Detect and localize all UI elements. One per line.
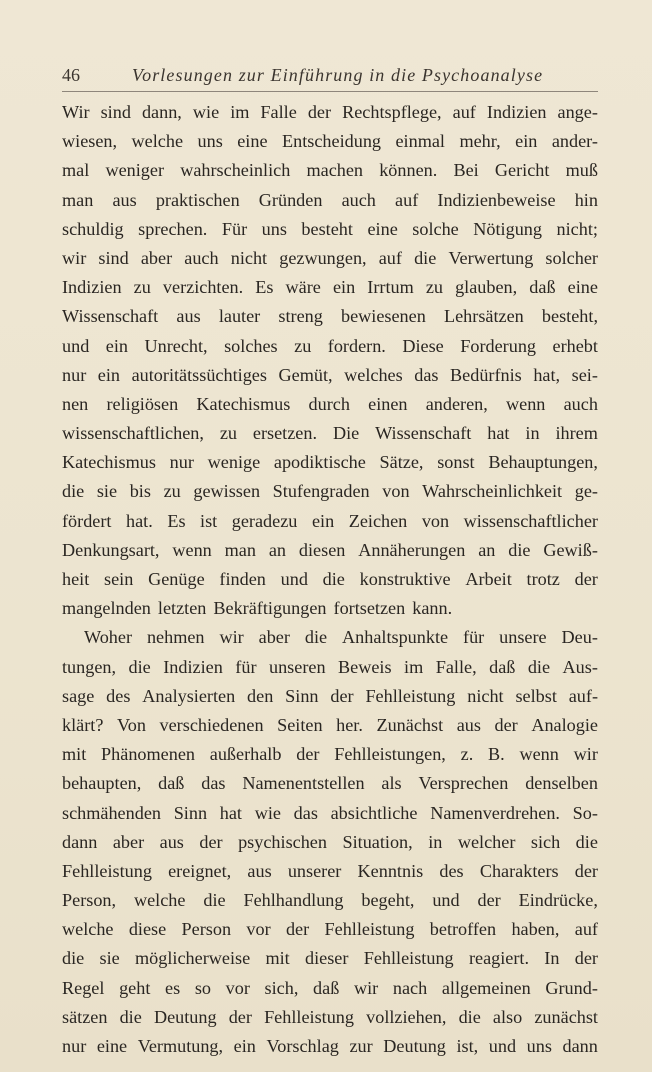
text-line: sätzen die Deutung der Fehlleistung vollziehen, die also zunächst — [62, 1006, 598, 1027]
text-line: wir sind aber auch nicht gezwungen, auf die Verwertung solcher — [62, 247, 598, 268]
paragraph — [62, 98, 598, 623]
text-line: Woher nehmen wir aber die Anhaltspunkte für unsere Deu- — [84, 627, 598, 648]
text-line: Fehlleistung ereignet, aus unserer Kenntnis des Charakters der — [62, 860, 598, 881]
text-line: sage des Analysierten den Sinn der Fehlleistung nicht selbst auf- — [62, 685, 598, 706]
text-line: Regel geht es so vor sich, daß wir nach allgemeinen Grund- — [62, 977, 598, 998]
text-line: man aus praktischen Gründen auch auf Indizienbeweise hin — [62, 189, 598, 210]
text-line: klärt? Von verschiedenen Seiten her. Zunächst aus der Analogie — [62, 714, 598, 735]
text-line: die sie möglicherweise mit dieser Fehlleistung reagiert. In der — [62, 948, 598, 969]
text-line: nur eine Vermutung, ein Vorschlag zur Deutung ist, und uns dann — [62, 1036, 598, 1056]
text-line: mit Phänomenen außerhalb der Fehlleistungen, z. B. wenn wir — [62, 744, 598, 765]
running-head — [62, 62, 598, 88]
text-line: tungen, die Indizien für unseren Beweis im Falle, daß die Aus- — [62, 656, 598, 677]
page-number: 46 — [62, 65, 80, 85]
text-line: dann aber aus der psychischen Situation, in welcher sich die — [62, 831, 598, 852]
text-line: fördert hat. Es ist geradezu ein Zeichen von wissenschaftlicher — [62, 510, 598, 531]
text-line: heit sein Genüge finden und die konstruktive Arbeit trotz der — [62, 569, 598, 589]
text-line: schuldig sprechen. Für uns besteht eine solche Nötigung nicht; — [62, 218, 598, 239]
text-line: wissenschaftlichen, zu ersetzen. Die Wissenschaft hat in ihrem — [62, 423, 598, 444]
header-rule — [62, 91, 598, 92]
text-line: Katechismus nur wenige apodiktische Sätze, sonst Behauptungen, — [62, 452, 598, 473]
text-line: Denkungsart, wenn man an diesen Annäherungen an die Gewiß- — [62, 539, 598, 560]
text-line: behaupten, daß das Namenentstellen als Versprechen denselben — [62, 773, 598, 794]
text-line: Wir sind dann, wie im Falle der Rechtspflege, auf Indizien ange- — [62, 102, 598, 122]
text-line: die sie bis zu gewissen Stufengraden von Wahrscheinlichkeit ge- — [62, 481, 598, 502]
running-title: Vorlesungen zur Einführung in die Psychoanalyse — [132, 65, 544, 85]
text-line: mangelnden letzten Bekräftigungen fortsetzen kann. — [62, 598, 453, 619]
text-line: schmähenden Sinn hat wie das absichtliche Namenverdrehen. So- — [62, 802, 598, 823]
text-line: Indizien zu verzichten. Es wäre ein Irrtum zu glauben, daß eine — [62, 277, 598, 298]
text-line: wiesen, welche uns eine Entscheidung einmal mehr, ein ander- — [62, 131, 598, 152]
text-line: nen religiösen Katechismus durch einen anderen, wenn auch — [62, 393, 598, 414]
paragraph — [62, 623, 598, 1061]
text-line: mal weniger wahrscheinlich machen können. Bei Gericht muß — [62, 160, 598, 181]
text-line: nur ein autoritätssüchtiges Gemüt, welches das Bedürfnis hat, sei- — [62, 364, 598, 385]
text-line: und ein Unrecht, solches zu fordern. Diese Forderung erhebt — [62, 335, 598, 356]
text-line: Person, welche die Fehlhandlung begeht, und der Eindrücke, — [62, 890, 598, 911]
text-line: Wissenschaft aus lauter streng bewiesenen Lehrsätzen besteht, — [62, 306, 598, 327]
body-text — [62, 98, 598, 1061]
text-line: welche diese Person vor der Fehlleistung betroffen haben, auf — [62, 919, 598, 940]
